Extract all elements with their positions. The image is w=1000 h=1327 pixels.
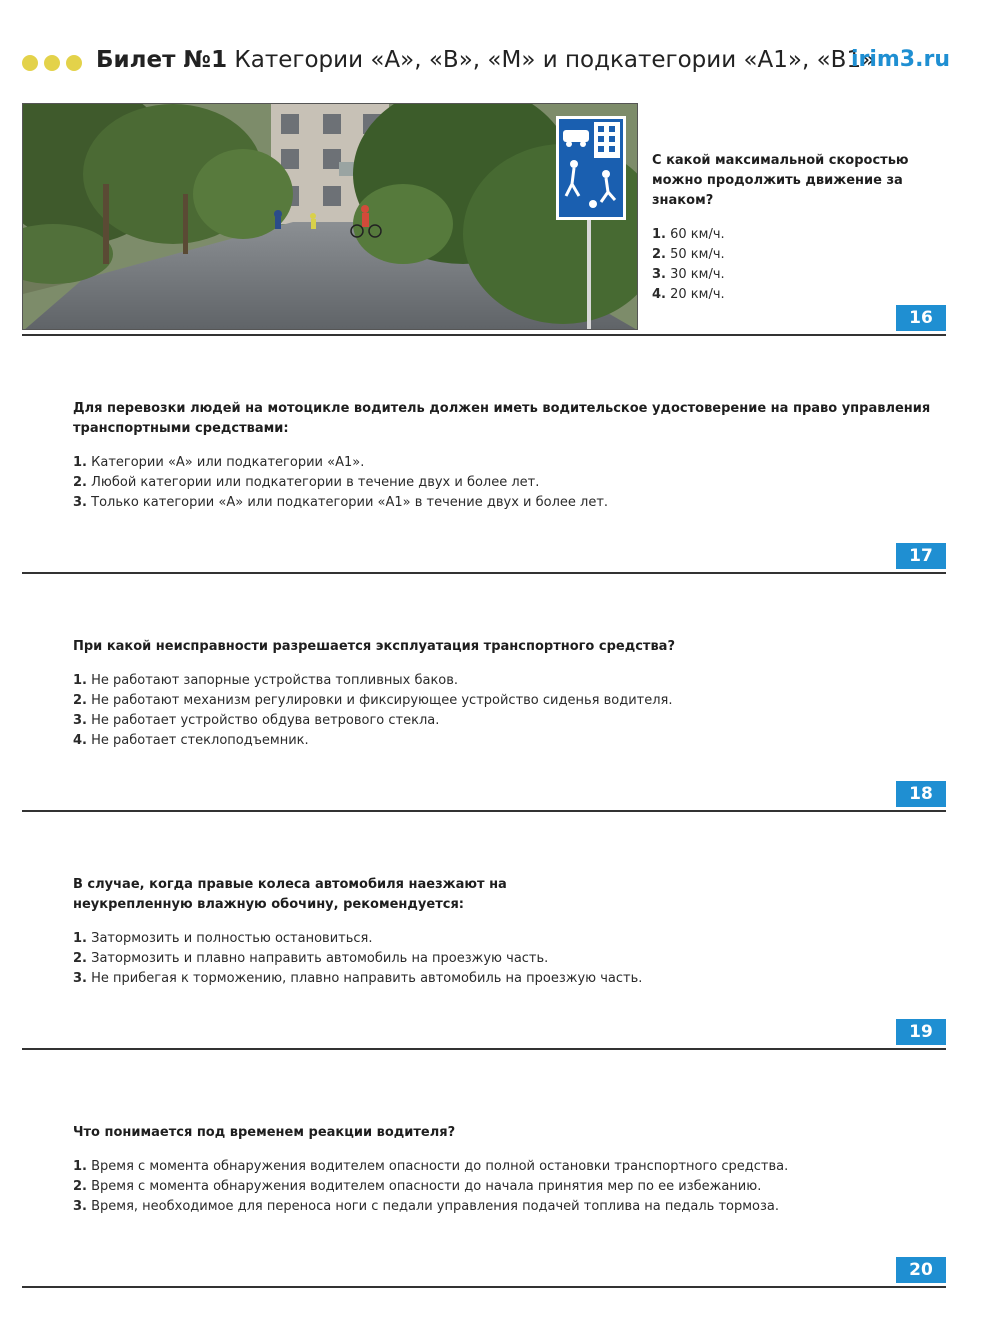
divider	[22, 334, 946, 336]
answer-option[interactable]: 4. Не работает стеклоподъемник.	[73, 733, 309, 748]
answer-option[interactable]: 1. Категории «А» или подкатегории «А1».	[73, 455, 365, 470]
residential-zone-sign-icon	[556, 116, 626, 220]
question-title: При какой неисправности разрешается эксплуатация транспортного средства?	[73, 639, 675, 654]
question-17	[73, 399, 933, 513]
answer-option[interactable]: 2. 50 км/ч.	[652, 247, 725, 262]
answer-list	[73, 929, 933, 989]
answer-list	[73, 1157, 933, 1217]
divider	[22, 1048, 946, 1050]
question-number-badge: 18	[896, 781, 946, 807]
street-scene-image	[23, 104, 638, 330]
divider	[22, 1286, 946, 1288]
page-title	[96, 44, 875, 76]
question-number-badge: 17	[896, 543, 946, 569]
question-title: В случае, когда правые колеса автомобиля наезжают на неукрепленную влажную обочину, рекомендуется:	[73, 877, 507, 912]
answer-option[interactable]: 1. Не работают запорные устройства топливных баков.	[73, 673, 459, 688]
question-number-badge: 20	[896, 1257, 946, 1283]
answer-option[interactable]: 1. Время с момента обнаружения водителем опасности до полной остановки транспортного средства.	[73, 1159, 789, 1174]
question-title: Что понимается под временем реакции водителя?	[73, 1125, 456, 1140]
dot-icon	[22, 55, 38, 71]
answer-option[interactable]: 2. Любой категории или подкатегории в течение двух и более лет.	[73, 475, 540, 490]
answer-option[interactable]: 1. 60 км/ч.	[652, 227, 725, 242]
question-number-badge: 19	[896, 1019, 946, 1045]
answer-option[interactable]: 2. Не работают механизм регулировки и фиксирующее устройство сиденья водителя.	[73, 693, 673, 708]
ticket-categories: Категории «А», «В», «М» и подкатегории «А1», «В1»	[234, 47, 876, 73]
answer-option[interactable]: 3. Только категории «А» или подкатегории «А1» в течение двух и более лет.	[73, 495, 609, 510]
answer-option[interactable]: 2. Затормозить и плавно направить автомобиль на проезжую часть.	[73, 951, 549, 966]
ticket-number: Билет №1	[96, 47, 228, 73]
page-header	[22, 44, 950, 80]
question-title: С какой максимальной скоростью можно продолжить движение за знаком?	[652, 153, 909, 208]
answer-option[interactable]: 1. Затормозить и полностью остановиться.	[73, 931, 373, 946]
question-number-badge: 16	[896, 305, 946, 331]
decorative-dots	[22, 55, 82, 71]
answer-option[interactable]: 3. Время, необходимое для переноса ноги с педали управления подачей топлива на педаль тормоза.	[73, 1199, 780, 1214]
question-20	[73, 1123, 933, 1217]
answer-option[interactable]: 3. Не прибегая к торможению, плавно направить автомобиль на проезжую часть.	[73, 971, 643, 986]
answer-list	[652, 225, 952, 305]
question-title: Для перевозки людей на мотоцикле водитель должен иметь водительское удостоверение на право управления транспортными средствами:	[73, 401, 931, 436]
answer-list	[73, 671, 933, 751]
answer-option[interactable]: 4. 20 км/ч.	[652, 287, 725, 302]
divider	[22, 810, 946, 812]
dot-icon	[66, 55, 82, 71]
answer-option[interactable]: 2. Время с момента обнаружения водителем опасности до начала принятия мер по ее избежанию.	[73, 1179, 762, 1194]
answer-list	[73, 453, 933, 513]
answer-option[interactable]: 3. 30 км/ч.	[652, 267, 725, 282]
dot-icon	[44, 55, 60, 71]
question-photo	[22, 103, 638, 330]
divider	[22, 572, 946, 574]
answer-option[interactable]: 3. Не работает устройство обдува ветрового стекла.	[73, 713, 440, 728]
question-18	[73, 637, 933, 751]
question-16	[652, 151, 952, 305]
question-19	[73, 875, 643, 989]
site-logo: irim3.ru	[850, 47, 950, 72]
